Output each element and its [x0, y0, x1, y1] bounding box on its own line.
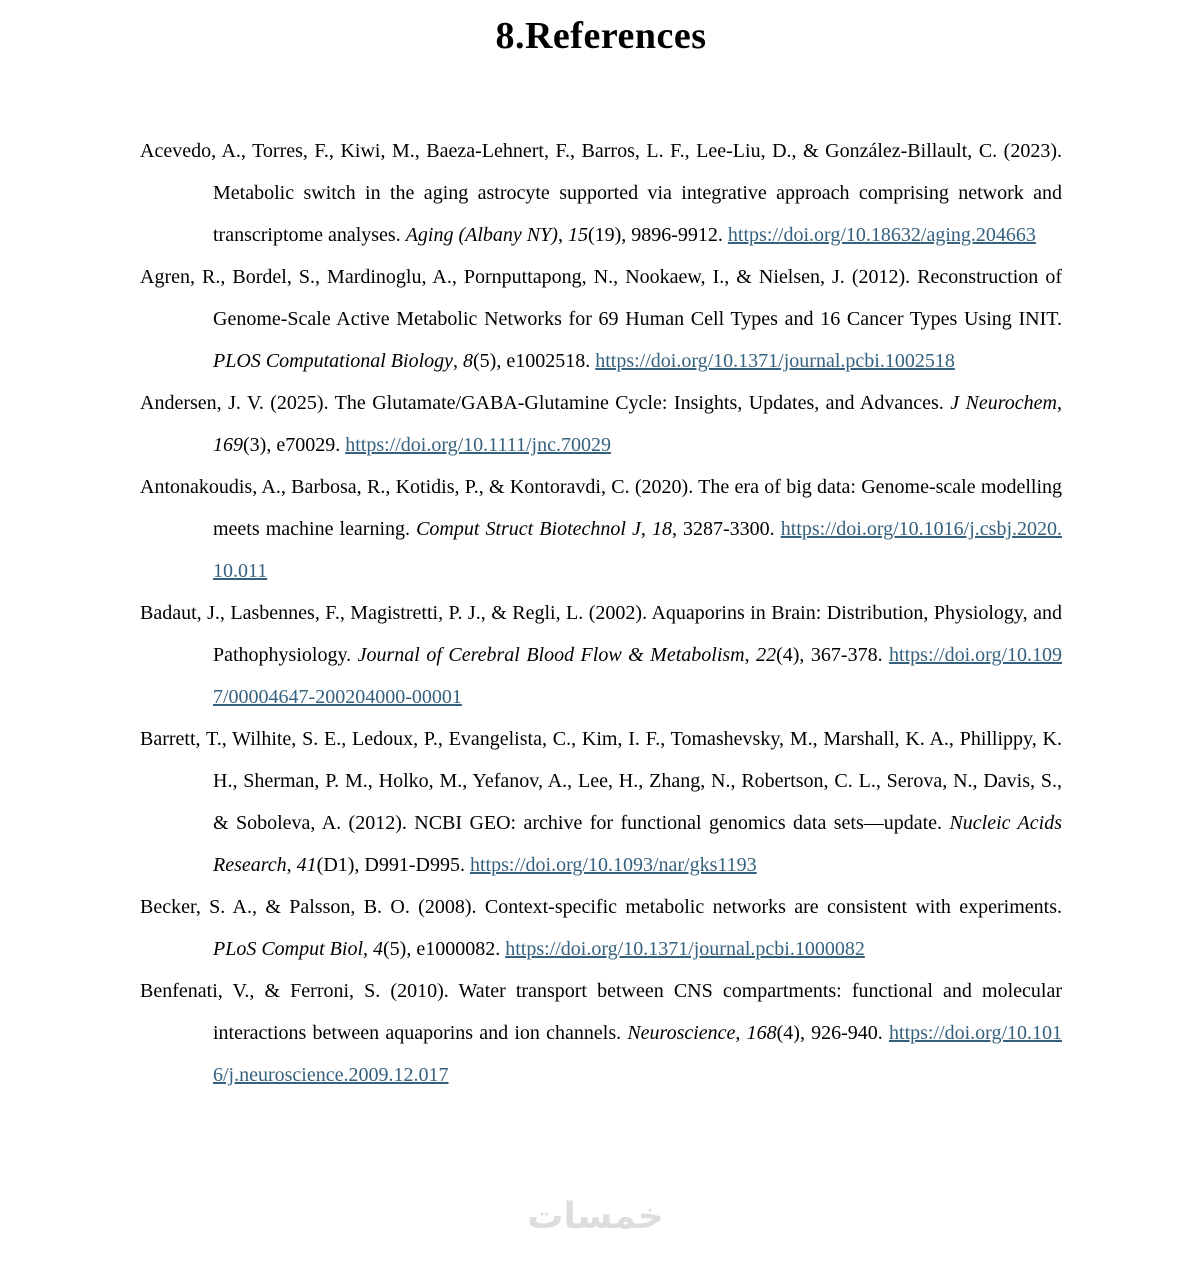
reference-entry	[140, 970, 1062, 1096]
journal-name: PLoS Comput Biol	[213, 938, 364, 960]
doi-link[interactable]: https://doi.org/10.1016/j.neuroscience.2009.12.017	[213, 1022, 1062, 1086]
doi-link[interactable]: https://doi.org/10.1371/journal.pcbi.1002518	[595, 350, 955, 372]
journal-name: Journal of Cerebral Blood Flow & Metabolism	[357, 644, 745, 666]
journal-name: Comput Struct Biotechnol J	[416, 518, 641, 540]
reference-text: ,	[1057, 392, 1062, 414]
reference-text: Badaut, J., Lasbennes, F., Magistretti, P. J., & Regli, L. (2002). Aquaporins in Brain: Distribution, Physiology, and Pathophysiology.	[140, 602, 1062, 666]
journal-name: J Neurochem	[950, 392, 1057, 414]
journal-name: 169	[213, 434, 243, 456]
reference-text: Agren, R., Bordel, S., Mardinoglu, A., Pornputtapong, N., Nookaew, I., & Nielsen, J. (2012). Reconstruction of Genome-Scale Active Metabolic Networks for 69 Human Cell Types and 16 Cancer Types Using INIT.	[140, 266, 1062, 330]
reference-text: ,	[640, 518, 652, 540]
reference-entry	[140, 886, 1062, 970]
journal-name: Aging (Albany NY)	[405, 224, 558, 246]
reference-entry	[140, 256, 1062, 382]
doi-link[interactable]: https://doi.org/10.1371/journal.pcbi.1000082	[505, 938, 865, 960]
journal-name: 41	[296, 854, 317, 876]
reference-text: ,	[557, 224, 568, 246]
reference-text: (19), 9896-9912.	[587, 224, 728, 246]
journal-name: Nucleic Acids Research	[213, 812, 1062, 876]
doi-link[interactable]: https://doi.org/10.18632/aging.204663	[727, 224, 1036, 246]
journal-name: 22	[756, 644, 777, 666]
journal-name: PLOS Computational Biology	[213, 350, 453, 372]
reference-text: (5), e1002518.	[473, 350, 596, 372]
reference-text: ,	[453, 350, 463, 372]
reference-entry	[140, 382, 1062, 466]
reference-text: (4), 367-378.	[776, 644, 890, 666]
watermark-text: خمسات	[527, 1196, 664, 1237]
reference-text: (3), e70029.	[243, 434, 346, 456]
reference-text: Andersen, J. V. (2025). The Glutamate/GABA-Glutamine Cycle: Insights, Updates, and Advances.	[140, 392, 951, 414]
reference-text: (D1), D991-D995.	[316, 854, 470, 876]
journal-name: 8	[463, 350, 473, 372]
journal-name: 18	[651, 518, 672, 540]
reference-text: Antonakoudis, A., Barbosa, R., Kotidis, P., & Kontoravdi, C. (2020). The era of big data: Genome-scale modelling meets machine learning.	[140, 476, 1062, 540]
reference-text: (5), e1000082.	[383, 938, 506, 960]
reference-entry	[140, 592, 1062, 718]
journal-name: 4	[373, 938, 384, 960]
reference-text: Barrett, T., Wilhite, S. E., Ledoux, P., Evangelista, C., Kim, I. F., Tomashevsky, M., Marshall, K. A., Phillippy, K. H., Sherman, P. M., Holko, M., Yefanov, A., Lee, H., Zhang, N., Robertson, C. L., Serova, N., Davis, S., & Soboleva, A. (2012). NCBI GEO: archive for functional genomics data sets—update.	[140, 728, 1062, 834]
doi-link[interactable]: https://doi.org/10.1111/jnc.70029	[345, 434, 611, 456]
reference-text: Benfenati, V., & Ferroni, S. (2010). Water transport between CNS compartments: functional and molecular interactions between aquaporins and ion channels.	[140, 980, 1062, 1044]
references-list	[140, 130, 1062, 1096]
journal-name: 168	[746, 1022, 777, 1044]
journal-name: 15	[567, 224, 588, 246]
reference-text: ,	[363, 938, 374, 960]
reference-text: ,	[735, 1022, 747, 1044]
doi-link[interactable]: https://doi.org/10.1093/nar/gks1193	[469, 854, 757, 876]
page-title: 8.References	[495, 15, 707, 57]
doi-link[interactable]: https://doi.org/10.1097/00004647-200204000-00001	[213, 644, 1063, 708]
doi-link[interactable]: https://doi.org/10.1016/j.csbj.2020.10.011	[213, 518, 1063, 582]
reference-entry	[140, 130, 1062, 256]
reference-text: (4), 926-940.	[776, 1022, 890, 1044]
journal-name: Neuroscience	[627, 1022, 736, 1044]
reference-entry	[140, 466, 1062, 592]
reference-entry	[140, 718, 1062, 886]
reference-text: Acevedo, A., Torres, F., Kiwi, M., Baeza-Lehnert, F., Barros, L. F., Lee-Liu, D., & González-Billault, C. (2023). Metabolic switch in the aging astrocyte supported via integrative approach comprising network and transcriptome analyses.	[140, 140, 1062, 246]
reference-text: ,	[286, 854, 297, 876]
reference-text: ,	[744, 644, 757, 666]
reference-text: , 3287-3300.	[671, 518, 781, 540]
reference-text: Becker, S. A., & Palsson, B. O. (2008). Context-specific metabolic networks are consistent with experiments.	[140, 896, 1062, 918]
